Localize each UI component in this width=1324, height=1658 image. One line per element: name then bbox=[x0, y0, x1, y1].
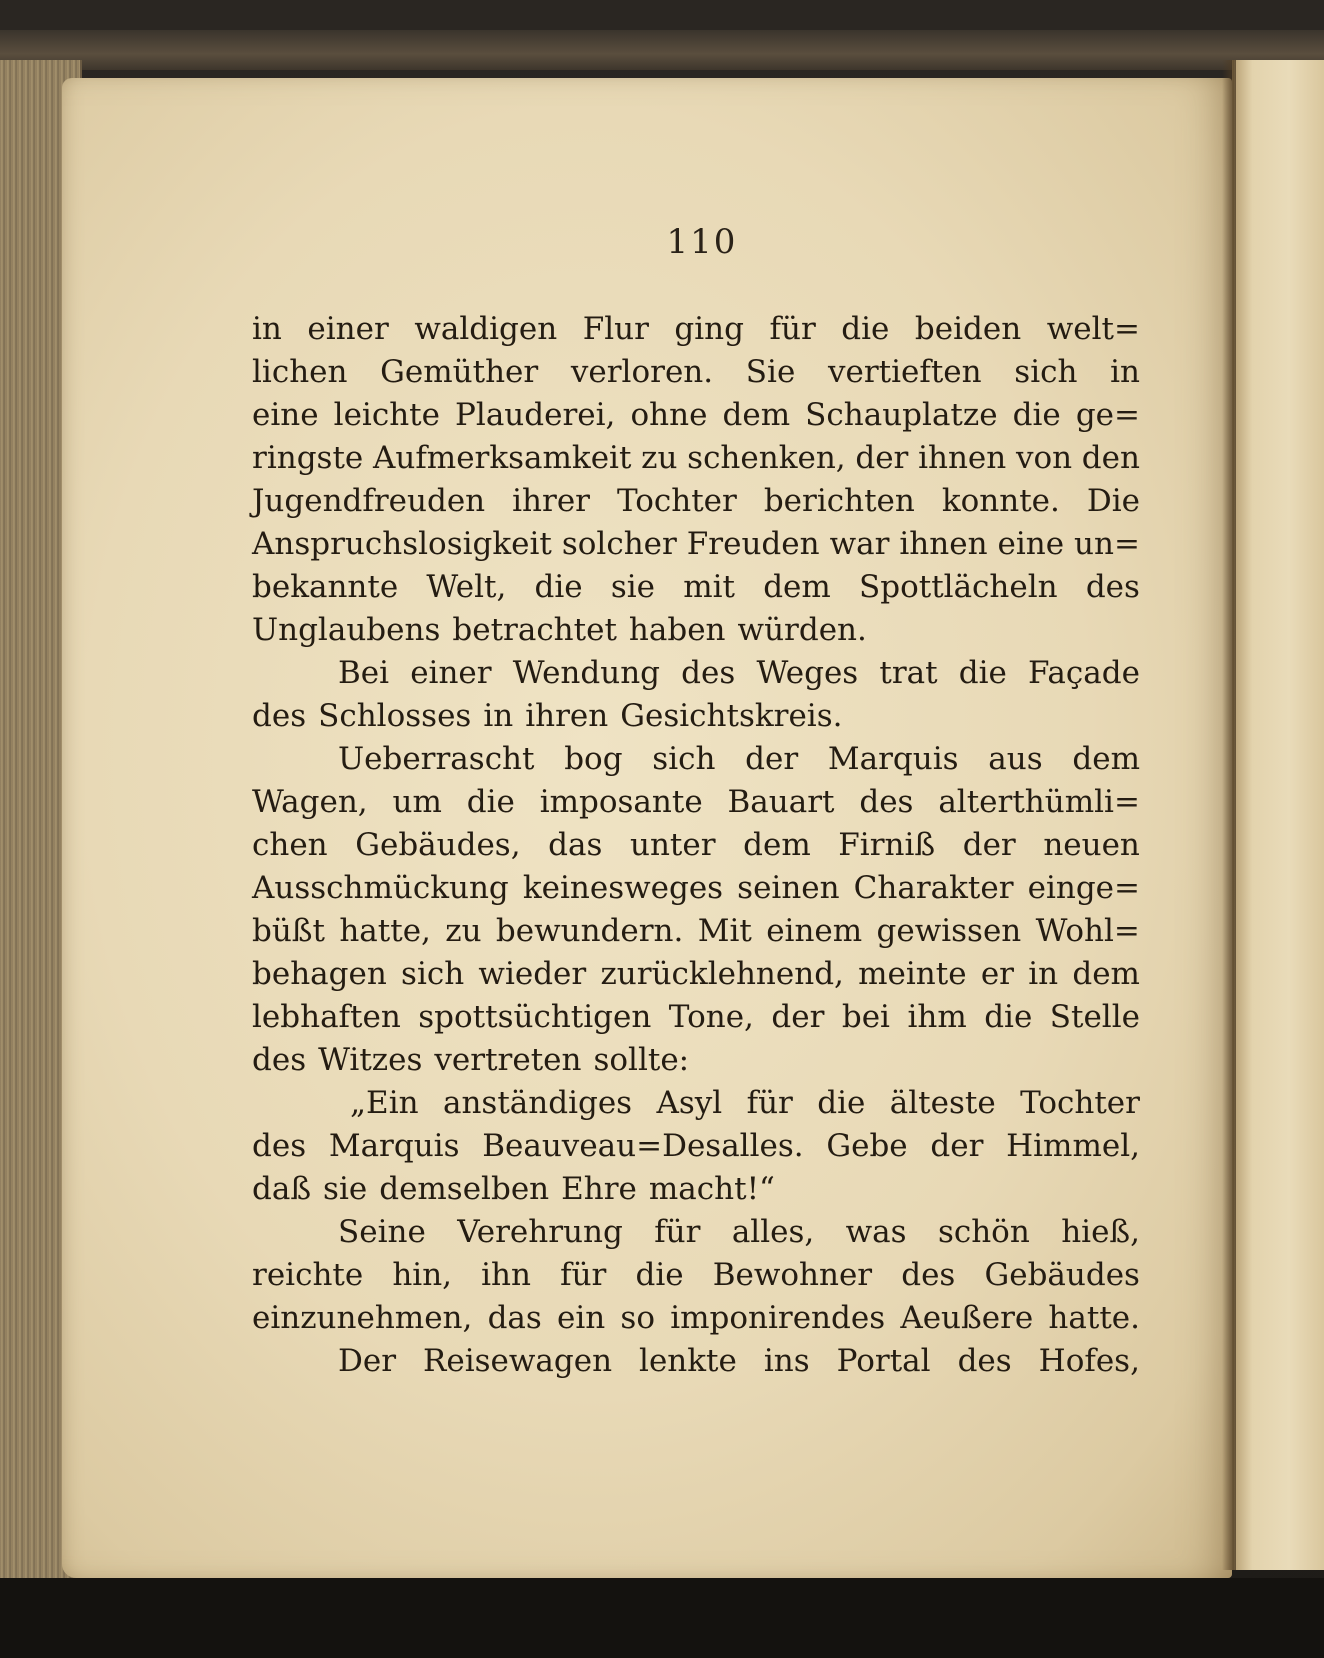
text-line: „Ein anständiges Asyl für die älteste Tochter bbox=[350, 1085, 1140, 1121]
text-line: in einer waldigen Flur ging für die beiden welt= bbox=[252, 311, 1140, 347]
body-text bbox=[252, 308, 1140, 1383]
text-line: Seine Verehrung für alles, was schön hieß, bbox=[338, 1214, 1140, 1250]
text-line: Jugendfreuden ihrer Tochter berichten konnte. Die bbox=[252, 483, 1140, 519]
text-line: des Schlosses in ihren Gesichtskreis. bbox=[252, 698, 843, 734]
text-line: Wagen, um die imposante Bauart des alterthümli= bbox=[252, 784, 1140, 820]
text-line: des Marquis Beauveau=Desalles. Gebe der Himmel, bbox=[252, 1128, 1140, 1164]
text-line: ringste Aufmerksamkeit zu schenken, der ihnen von den bbox=[252, 440, 1140, 476]
page-number: 110 bbox=[666, 222, 738, 262]
text-line: Der Reisewagen lenkte ins Portal des Hofes, bbox=[338, 1343, 1140, 1379]
text-line: reichte hin, ihn für die Bewohner des Gebäudes bbox=[252, 1257, 1140, 1293]
text-line: chen Gebäudes, das unter dem Firniß der neuen bbox=[252, 827, 1140, 863]
text-line: behagen sich wieder zurücklehnend, meinte er in dem bbox=[252, 956, 1140, 992]
text-line: Unglaubens betrachtet haben würden. bbox=[252, 612, 867, 648]
text-line: eine leichte Plauderei, ohne dem Schauplatze die ge= bbox=[252, 397, 1140, 433]
book-cover-edge bbox=[0, 30, 1324, 70]
text-line: Anspruchslosigkeit solcher Freuden war ihnen eine un= bbox=[252, 526, 1140, 562]
text-line: daß sie demselben Ehre macht!“ bbox=[252, 1171, 775, 1207]
text-line: lichen Gemüther verloren. Sie vertieften sich in bbox=[252, 354, 1140, 390]
background-bottom bbox=[0, 1578, 1324, 1658]
facing-page bbox=[1232, 60, 1324, 1570]
text-line: einzunehmen, das ein so imponirendes Aeußere hatte. bbox=[252, 1300, 1140, 1336]
text-line: Ausschmückung keinesweges seinen Charakter einge= bbox=[252, 870, 1140, 906]
text-line: Bei einer Wendung des Weges trat die Façade bbox=[338, 655, 1140, 691]
book-gutter bbox=[1222, 60, 1236, 1570]
text-line: lebhaften spottsüchtigen Tone, der bei ihm die Stelle bbox=[252, 999, 1140, 1035]
text-line: bekannte Welt, die sie mit dem Spottlächeln des bbox=[252, 569, 1140, 605]
text-line: des Witzes vertreten sollte: bbox=[252, 1042, 690, 1078]
text-line: büßt hatte, zu bewundern. Mit einem gewissen Wohl= bbox=[252, 913, 1140, 949]
text-line: Ueberrascht bog sich der Marquis aus dem bbox=[338, 741, 1140, 777]
